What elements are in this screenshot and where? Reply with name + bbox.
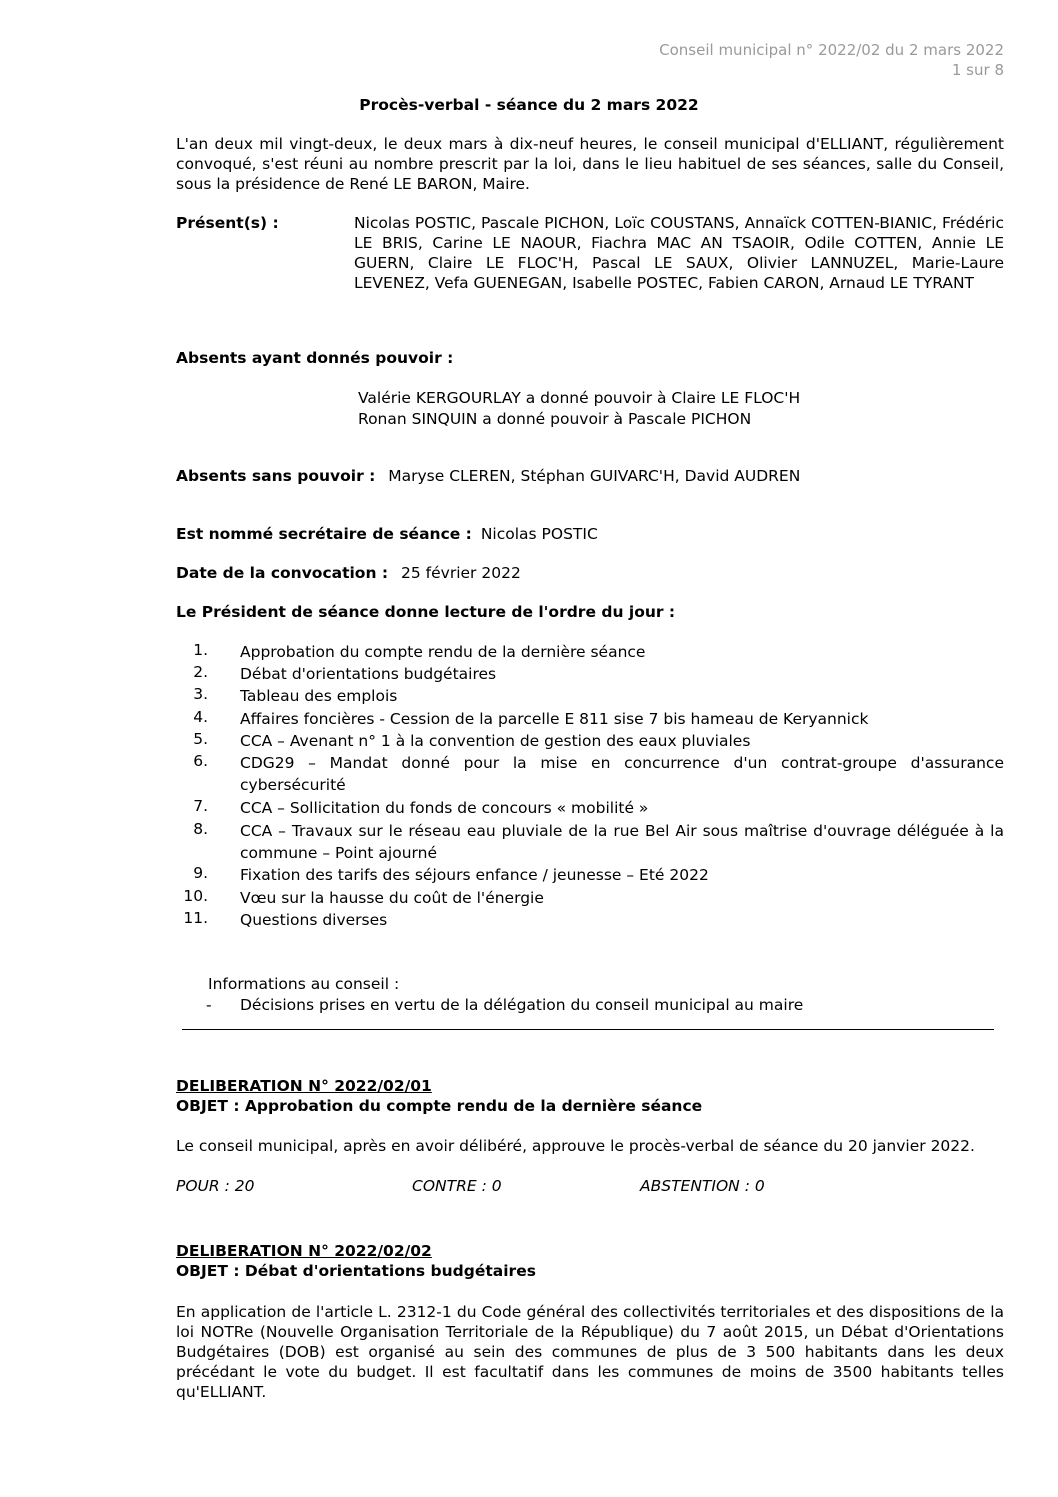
ordre-item-text: Vœu sur la hausse du coût de l'énergie [240, 889, 544, 907]
absent-pouvoir-line: Ronan SINQUIN a donné pouvoir à Pascale PICHON [358, 410, 752, 428]
ordre-item-text: Questions diverses [240, 911, 388, 929]
ordre-item-text: CDG29 – Mandat donné pour la mise en concurrence d'un contrat-groupe d'assurance cybersécurité [240, 754, 1004, 794]
absent-pouvoir-line: Valérie KERGOURLAY a donné pouvoir à Claire LE FLOC'H [358, 389, 801, 407]
secretaire-value: Nicolas POSTIC [480, 525, 598, 543]
secretaire-label: Est nommé secrétaire de séance : [176, 525, 472, 543]
section-divider [182, 1029, 994, 1030]
ordre-du-jour-label: Le Président de séance donne lecture de l'ordre du jour : [176, 603, 676, 621]
absents-sans-pouvoir [176, 467, 800, 485]
ordre-item-text: Débat d'orientations budgétaires [240, 665, 497, 683]
ordre-item-number: 10. [183, 887, 208, 905]
ordre-item-number: 2. [193, 663, 208, 681]
ordre-item-number: 3. [193, 685, 208, 703]
vote-pour: POUR : 20 [176, 1177, 255, 1195]
ordre-item-number: 7. [193, 797, 208, 815]
ordre-item-number: 11. [183, 909, 208, 927]
ordre-item-number: 9. [193, 864, 208, 882]
page-number: 1 sur 8 [951, 61, 1004, 79]
ordre-item-number: 1. [193, 641, 208, 659]
convocation-value: 25 février 2022 [401, 564, 521, 582]
informations-item: Décisions prises en vertu de la délégation du conseil municipal au maire [240, 996, 804, 1014]
ordre-item-number: 6. [193, 752, 208, 770]
ordre-item-text: Approbation du compte rendu de la dernière séance [240, 643, 646, 661]
ordre-item-text: Fixation des tarifs des séjours enfance / jeunesse – Eté 2022 [240, 866, 709, 884]
vote-contre: CONTRE : 0 [412, 1177, 502, 1195]
deliberation-2-number: DELIBERATION N° 2022/02/02 [176, 1242, 432, 1260]
present-names: Nicolas POSTIC, Pascale PICHON, Loïc COUSTANS, Annaïck COTTEN-BIANIC, Frédéric LE BRIS, Carine LE NAOUR, Fiachra MAC AN TSAOIR, Odile COTTEN, Annie LE GUERN, Claire LE FLOC'H, Pascal LE SAUX, Olivier LANNUZEL, Marie-Laure LEVENEZ, Vefa GUENEGAN, Isabelle POSTEC, Fabien CARON, Arnaud LE TYRANT [354, 214, 1004, 292]
document-title: Procès-verbal - séance du 2 mars 2022 [359, 96, 699, 114]
deliberation-2-text: En application de l'article L. 2312-1 du Code général des collectivités territoriales et des dispositions de la loi NOTRe (Nouvelle Organisation Territoriale de la République) du 7 août 2015, un Débat d'Orientations Budgétaires (DOB) est organisé au sein des communes de plus de 3 500 habitants dans les deux précédant le vote du budget. Il est facultatif dans les communes de moins de 3500 habitants telles qu'ELLIANT. [176, 1303, 1004, 1401]
ordre-item-number: 5. [193, 730, 208, 748]
present-label: Présent(s) : [176, 214, 279, 232]
deliberation-1-text: Le conseil municipal, après en avoir délibéré, approuve le procès-verbal de séance du 20 janvier 2022. [176, 1137, 975, 1155]
vote-abstention: ABSTENTION : 0 [640, 1177, 765, 1195]
ordre-item-text: Affaires foncières - Cession de la parcelle E 811 sise 7 bis hameau de Keryannick [240, 710, 869, 728]
ordre-item-number: 8. [193, 820, 208, 838]
intro-paragraph: L'an deux mil vingt-deux, le deux mars à dix-neuf heures, le conseil municipal d'ELLIANT, régulièrement convoqué, s'est réuni au nombre prescrit par la loi, dans le lieu habituel de ses séances, salle du Conseil, sous la présidence de René LE BARON, Maire. [176, 135, 1004, 193]
absents-pouvoir-label: Absents ayant donnés pouvoir : [176, 349, 454, 367]
absents-sans-names: Maryse CLEREN, Stéphan GUIVARC'H, David AUDREN [388, 467, 801, 485]
ordre-item-text: CCA – Travaux sur le réseau eau pluviale de la rue Bel Air sous maîtrise d'ouvrage déléguée à la commune – Point ajourné [240, 822, 1004, 862]
deliberation-1-objet: OBJET : Approbation du compte rendu de la dernière séance [176, 1097, 703, 1115]
deliberation-1-number: DELIBERATION N° 2022/02/01 [176, 1077, 432, 1095]
convocation-label: Date de la convocation : [176, 564, 389, 582]
deliberation-2-objet: OBJET : Débat d'orientations budgétaires [176, 1262, 536, 1280]
absents-sans-label: Absents sans pouvoir : [176, 467, 376, 485]
informations-label: Informations au conseil : [208, 975, 400, 993]
ordre-item-number: 4. [193, 708, 208, 726]
ordre-item-text: Tableau des emplois [240, 687, 398, 705]
ordre-item-text: CCA – Avenant n° 1 à la convention de gestion des eaux pluviales [240, 732, 751, 750]
ordre-item-text: CCA – Sollicitation du fonds de concours « mobilité » [240, 799, 649, 817]
date-convocation [176, 564, 521, 582]
informations-dash: - [206, 996, 212, 1014]
secretaire-seance [176, 525, 598, 543]
page-header-title: Conseil municipal n° 2022/02 du 2 mars 2022 [659, 41, 1004, 59]
absents-pouvoir-list [358, 388, 800, 430]
